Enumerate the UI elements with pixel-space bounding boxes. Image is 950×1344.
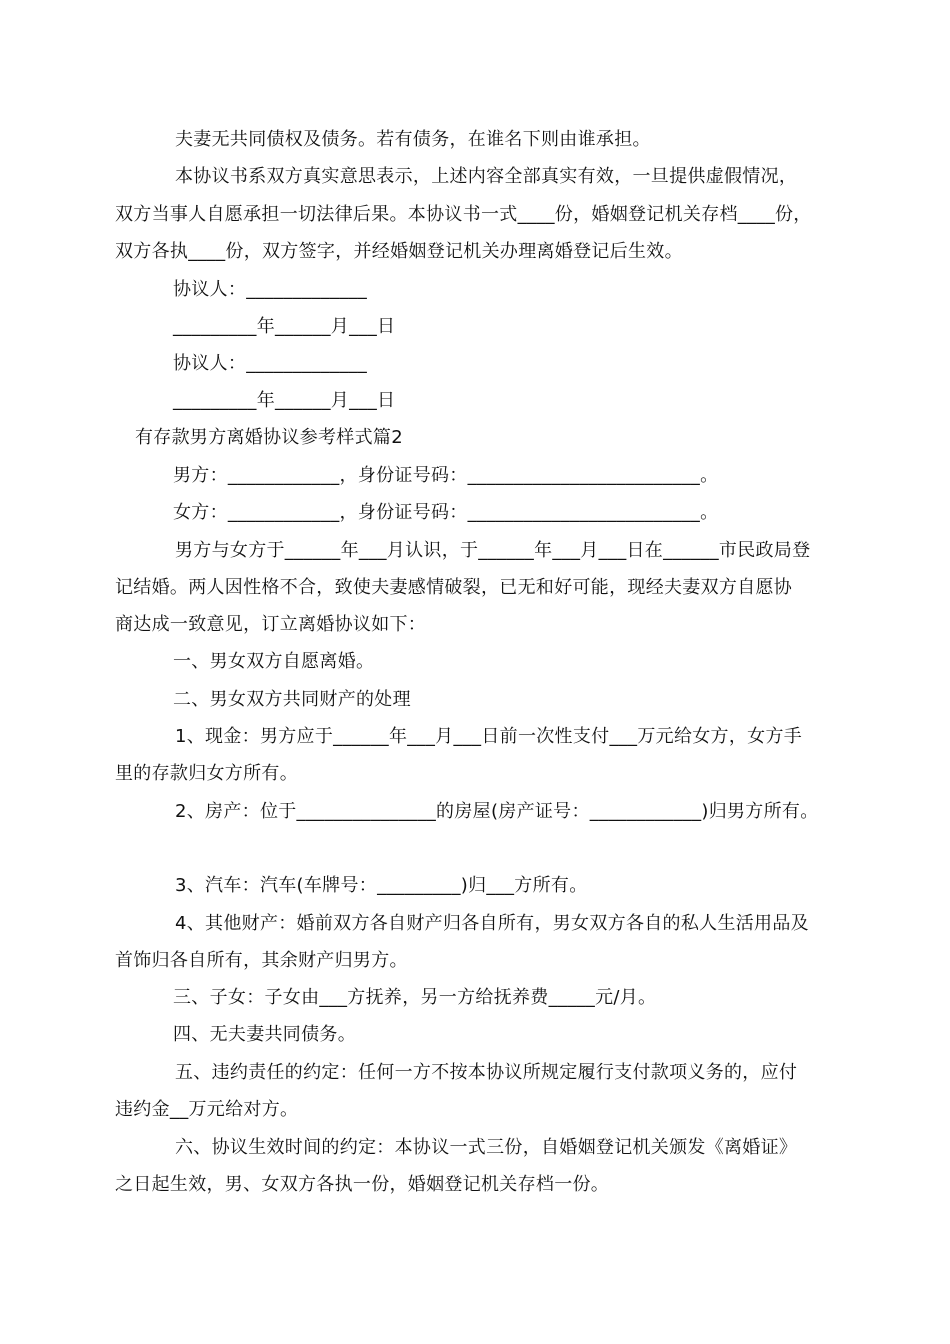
clause-4: 四、无夫妻共同债务。: [173, 1024, 356, 1045]
clause-2: 二、男女双方共同财产的处理: [173, 689, 411, 710]
paragraph-debts: 夫妻无共同债权及债务。若有债务，在谁名下则由谁承担。: [175, 129, 651, 150]
paragraph-validity-line-1: 本协议书系双方真实意思表示，上述内容全部真实有效，一旦提供虚假情况，: [175, 166, 798, 187]
clause-3: 三、子女：子女由___方抚养，另一方给抚养费_____元/月。: [173, 987, 657, 1008]
section-title: 有存款男方离婚协议参考样式篇2: [135, 427, 403, 448]
item-car: 3、汽车：汽车(车牌号：_________)归___方所有。: [175, 875, 588, 896]
clause-1: 一、男女双方自愿离婚。: [173, 651, 375, 672]
item-cash-line-2: 里的存款归女方所有。: [115, 763, 298, 784]
intro-line-2: 记结婚。两人因性格不合，致使夫妻感情破裂，已无和好可能，现经夫妻双方自愿协: [115, 577, 793, 598]
signatory-2-label: 协议人：_____________: [173, 353, 368, 374]
signatory-1-label: 协议人：_____________: [173, 279, 368, 300]
clause-5-line-1: 五、违约责任的约定：任何一方不按本协议所规定履行支付款项义务的，应付: [175, 1062, 798, 1083]
clause-6-line-1: 六、协议生效时间的约定：本协议一式三份，自婚姻登记机关颁发《离婚证》: [175, 1137, 798, 1158]
item-other-line-2: 首饰归各自所有，其余财产归男方。: [115, 950, 408, 971]
intro-line-1: 男方与女方于______年___月认识，于______年___月___日在______市民政局登: [175, 540, 811, 561]
wife-id-line: 女方：____________，身份证号码：_________________________。: [173, 502, 719, 523]
intro-line-3: 商达成一致意见，订立离婚协议如下：: [115, 614, 427, 635]
paragraph-validity-line-2: 双方当事人自愿承担一切法律后果。本协议书一式____份，婚姻登记机关存档____份，: [115, 204, 812, 225]
item-cash-line-1: 1、现金：男方应于______年___月___日前一次性支付___万元给女方，女方手: [175, 726, 803, 747]
signatory-1-date: _________年______月___日: [173, 316, 396, 337]
item-other-line-1: 4、其他财产：婚前双方各自财产归各自所有，男女双方各自的私人生活用品及: [175, 913, 809, 934]
item-house: 2、房产：位于_______________的房屋(房产证号：____________)归男方所有。: [175, 801, 819, 822]
paragraph-validity-line-3: 双方各执____份，双方签字，并经婚姻登记机关办理离婚登记后生效。: [115, 241, 683, 262]
clause-6-line-2: 之日起生效，男、女双方各执一份，婚姻登记机关存档一份。: [115, 1174, 610, 1195]
signatory-2-date: _________年______月___日: [173, 390, 396, 411]
clause-5-line-2: 违约金__万元给对方。: [115, 1099, 299, 1120]
husband-id-line: 男方：____________，身份证号码：_________________________。: [173, 465, 719, 486]
